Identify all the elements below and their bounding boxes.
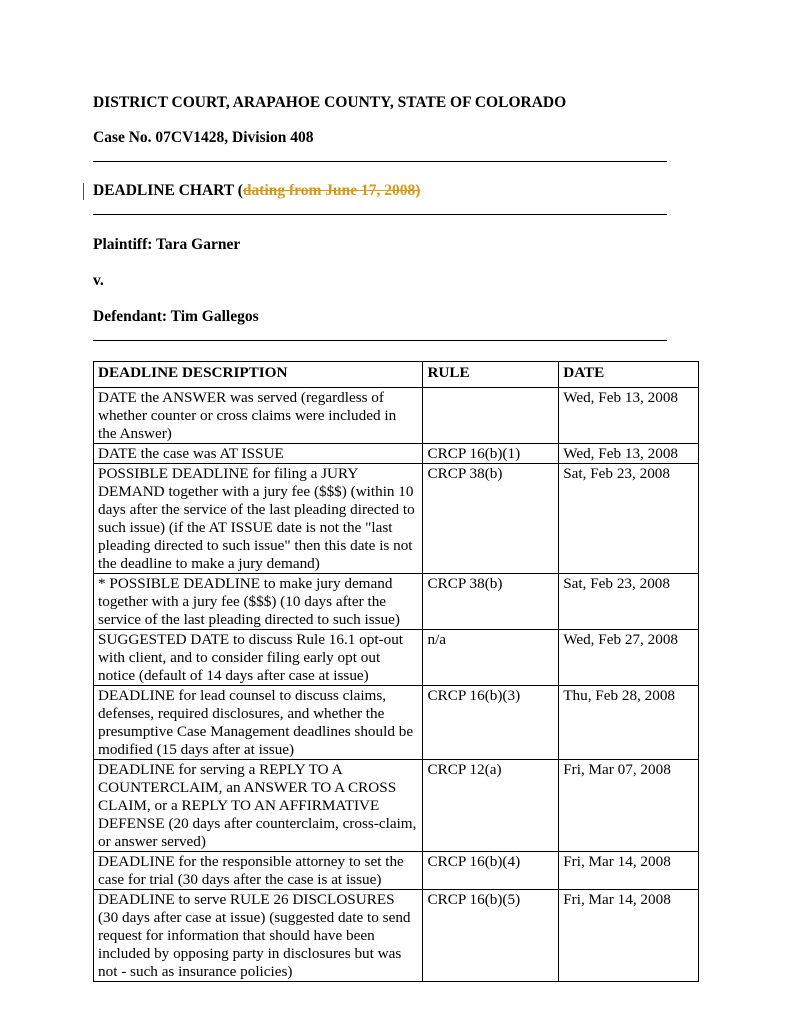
- table-row: [94, 686, 699, 760]
- plaintiff: Plaintiff: Tara Garner: [93, 236, 241, 253]
- rule-cell: n/a: [423, 630, 559, 686]
- description-cell: DATE the case was AT ISSUE: [94, 444, 423, 464]
- table-row: [94, 852, 699, 890]
- table-row: [94, 890, 699, 982]
- defendant: Defendant: Tim Gallegos: [93, 308, 259, 325]
- column-header: DATE: [559, 362, 699, 388]
- description-cell: SUGGESTED DATE to discuss Rule 16.1 opt-out with client, and to consider filing early opt out notice (default of 14 days after case at issue): [94, 630, 423, 686]
- rule-cell: CRCP 16(b)(4): [423, 852, 559, 890]
- deadline-table: [93, 361, 699, 982]
- table-row: [94, 444, 699, 464]
- date-cell: Thu, Feb 28, 2008: [559, 686, 699, 760]
- description-cell: DEADLINE to serve RULE 26 DISCLOSURES (30 days after case at issue) (suggested date to send request for information that should have been included by opposing party in disclosures but was not - such as insurance policies): [94, 890, 423, 982]
- rule-cell: CRCP 12(a): [423, 760, 559, 852]
- struck-text: dating from June 17, 2008): [242, 182, 421, 199]
- rule-cell: [423, 388, 559, 444]
- date-cell: Sat, Feb 23, 2008: [559, 574, 699, 630]
- description-cell: DEADLINE for serving a REPLY TO A COUNTERCLAIM, an ANSWER TO A CROSS CLAIM, or a REPLY TO AN AFFIRMATIVE DEFENSE (20 days after counterclaim, cross-claim, or answer served): [94, 760, 423, 852]
- table-row: [94, 464, 699, 574]
- table-header-row: [94, 362, 699, 388]
- description-cell: POSSIBLE DEADLINE for filing a JURY DEMAND together with a jury fee ($$$) (within 10 days after the service of the last pleading directed to such issue) (if the AT ISSUE date is not the "last pleading directed to such issue" then this date is not the deadline to make a jury demand): [94, 464, 423, 574]
- description-cell: * POSSIBLE DEADLINE to make jury demand together with a jury fee ($$$) (10 days after the service of the last pleading directed to such issue): [94, 574, 423, 630]
- case-number: Case No. 07CV1428, Division 408: [93, 129, 314, 146]
- chart-title-prefix: DEADLINE CHART (: [93, 182, 243, 199]
- column-header: DEADLINE DESCRIPTION: [94, 362, 423, 388]
- divider: [93, 214, 667, 215]
- date-cell: Sat, Feb 23, 2008: [559, 464, 699, 574]
- rule-cell: CRCP 38(b): [423, 574, 559, 630]
- chart-title: [93, 182, 420, 200]
- rule-cell: CRCP 16(b)(3): [423, 686, 559, 760]
- rule-cell: CRCP 16(b)(5): [423, 890, 559, 982]
- date-cell: Fri, Mar 14, 2008: [559, 890, 699, 982]
- description-cell: DEADLINE for the responsible attorney to set the case for trial (30 days after the case is at issue): [94, 852, 423, 890]
- date-cell: Wed, Feb 27, 2008: [559, 630, 699, 686]
- court-heading: DISTRICT COURT, ARAPAHOE COUNTY, STATE OF COLORADO: [93, 94, 567, 111]
- date-cell: Wed, Feb 13, 2008: [559, 388, 699, 444]
- table-row: [94, 760, 699, 852]
- rule-cell: CRCP 16(b)(1): [423, 444, 559, 464]
- date-cell: Wed, Feb 13, 2008: [559, 444, 699, 464]
- rule-cell: CRCP 38(b): [423, 464, 559, 574]
- divider: [93, 161, 667, 162]
- divider: [93, 340, 667, 341]
- date-cell: Fri, Mar 07, 2008: [559, 760, 699, 852]
- versus: v.: [93, 272, 104, 289]
- table-row: [94, 574, 699, 630]
- description-cell: DEADLINE for lead counsel to discuss claims, defenses, required disclosures, and whether the presumptive Case Management deadlines should be modified (15 days after at issue): [94, 686, 423, 760]
- date-cell: Fri, Mar 14, 2008: [559, 852, 699, 890]
- table-row: [94, 630, 699, 686]
- revision-change-bar: [83, 183, 84, 200]
- column-header: RULE: [423, 362, 559, 388]
- table-row: [94, 388, 699, 444]
- description-cell: DATE the ANSWER was served (regardless of whether counter or cross claims were included in the Answer): [94, 388, 423, 444]
